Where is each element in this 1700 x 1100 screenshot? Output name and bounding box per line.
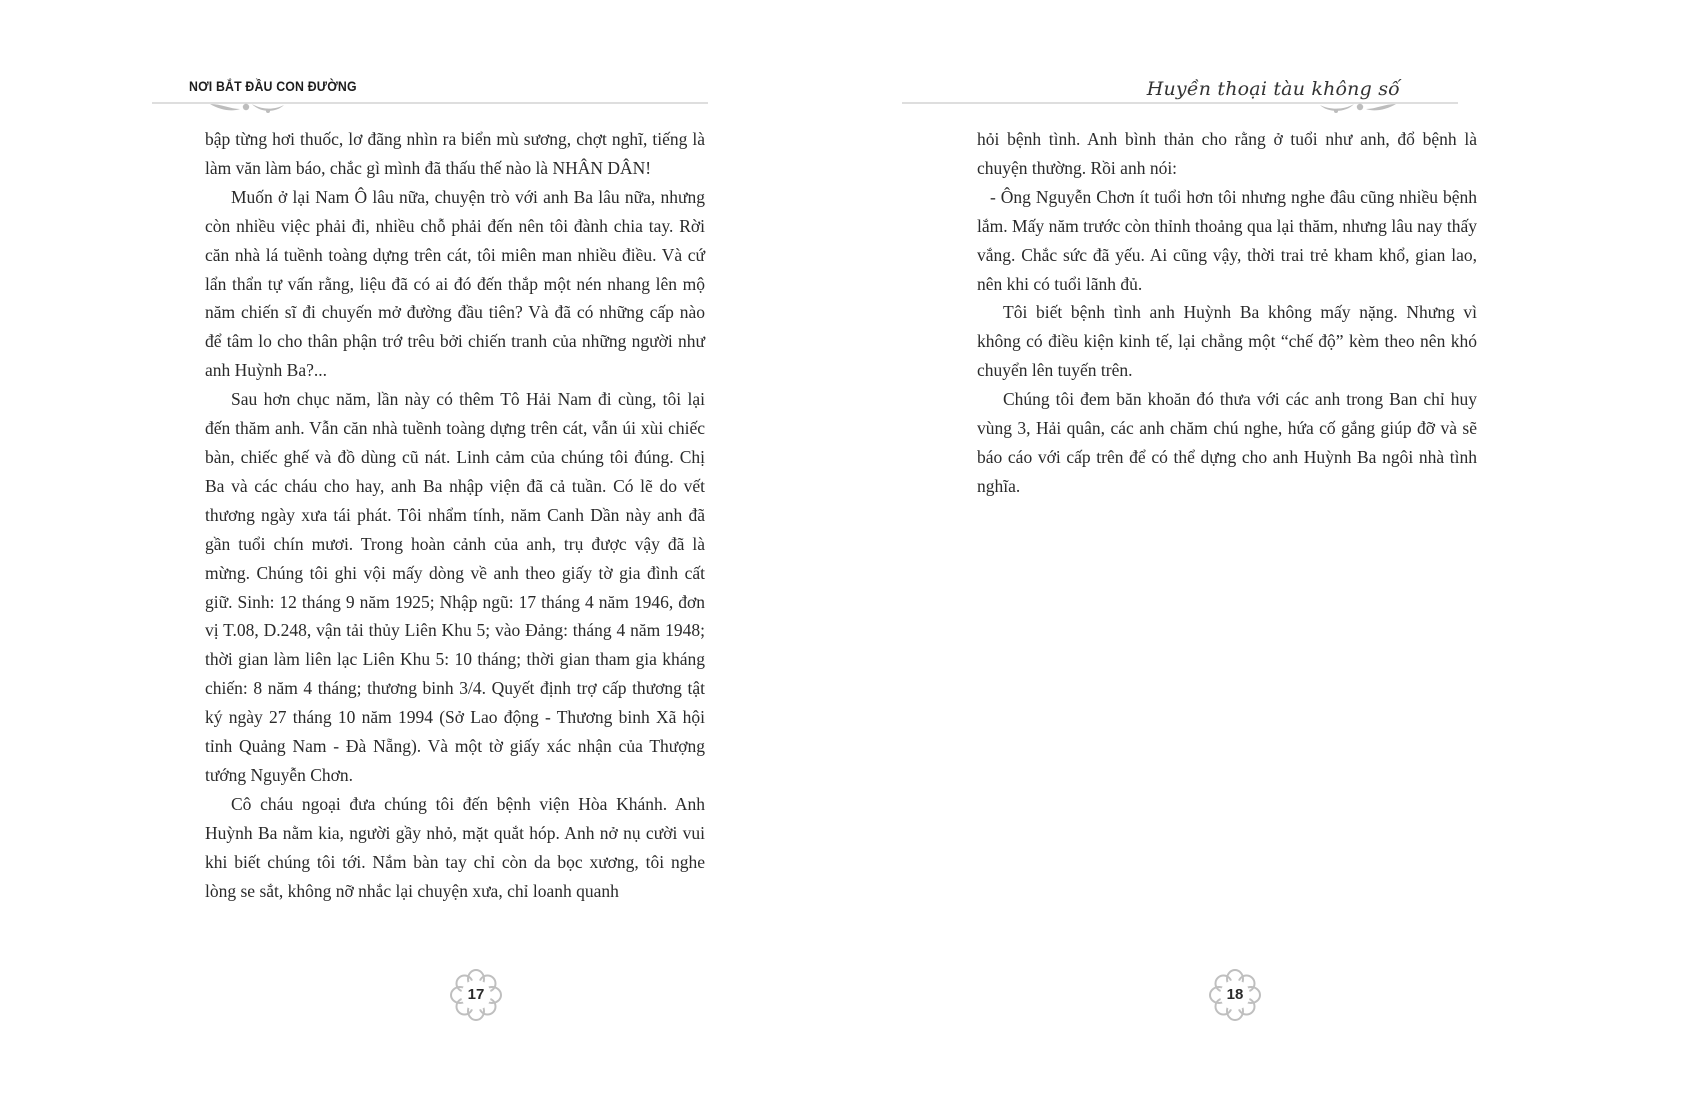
page-number-badge-left [449, 968, 503, 1022]
ornamental-rule-left [150, 98, 710, 116]
left-page-body [205, 125, 705, 905]
page-number: 18 [1226, 986, 1244, 1003]
paragraph: Cô cháu ngoại đưa chúng tôi đến bệnh viện Hòa Khánh. Anh Huỳnh Ba nằm kia, người gầy nhỏ, mặt quắt hóp. Anh nở nụ cười vui khi biết chúng tôi tới. Nắm bàn tay chỉ còn da bọc xương, tôi nghe lòng se sắt, không nỡ nhắc lại chuyện xưa, chỉ loanh quanh [205, 793, 705, 901]
paragraph: Tôi biết bệnh tình anh Huỳnh Ba không mấy nặng. Nhưng vì không có điều kiện kinh tế, lại chẳng một “chế độ” kèm theo nên khó chuyển lên tuyến trên. [977, 302, 1477, 381]
paragraph: hỏi bệnh tình. Anh bình thản cho rằng ở tuổi như anh, đổ bệnh là chuyện thường. Rồi anh nói: [977, 129, 1477, 178]
paragraph: bập từng hơi thuốc, lơ đãng nhìn ra biển mù sương, chợt nghĩ, tiếng là làm văn làm báo, chắc gì mình đã thấu thế nào là NHÂN DÂN! [205, 129, 705, 178]
dialogue-paragraph: - Ông Nguyễn Chơn ít tuổi hơn tôi nhưng nghe đâu cũng nhiều bệnh lắm. Mấy năm trước còn thỉnh thoảng qua lại thăm, nhưng lâu nay thấy vắng. Chắc sức đã yếu. Ai cũng vậy, thời trai trẻ kham khổ, gian lao, nên khi có tuổi lãnh đủ. [977, 186, 1477, 294]
running-head-left: NƠI BẮT ĐẦU CON ĐƯỜNG [189, 78, 357, 94]
paragraph: Chúng tôi đem băn khoăn đó thưa với các anh trong Ban chỉ huy vùng 3, Hải quân, các anh chăm chú nghe, hứa cố gắng giúp đỡ và sẽ báo cáo với cấp trên để có thể dựng cho anh Huỳnh Ba ngôi nhà tình nghĩa. [977, 389, 1477, 496]
paragraph: Sau hơn chục năm, lần này có thêm Tô Hải Nam đi cùng, tôi lại đến thăm anh. Vẫn căn nhà tuềnh toàng dựng trên cát, vẫn úi xùi chiếc bàn, chiếc ghế và đồ dùng cũ nát. Linh cảm của chúng tôi đúng. Chị Ba và các cháu cho hay, anh Ba nhập viện đã cả tuần. Có lẽ do vết thương ngày xưa tái phát. Tôi nhẩm tính, năm Canh Dần này anh đã gần tuổi chín mươi. Trong hoàn cảnh của anh, trụ được vậy đã là mừng. Chúng tôi ghi vội mấy dòng về anh theo giấy tờ gia đình cất giữ. Sinh: 12 tháng 9 năm 1925; Nhập ngũ: 17 tháng 4 năm 1946, đơn vị T.08, D.248, vận tải thủy Liên Khu 5; vào Đảng: tháng 4 năm 1948; thời gian làm liên lạc Liên Khu 5: 10 tháng; thời gian tham gia kháng chiến: 8 năm 4 tháng; thương binh 3/4. Quyết định trợ cấp thương tật ký ngày 27 tháng 10 năm 1994 (Sở Lao động - Thương binh Xã hội tỉnh Quảng Nam - Đà Nẵng). Và một tờ giấy xác nhận của Thượng tướng Nguyễn Chơn. [205, 389, 705, 785]
right-page-body [977, 125, 1477, 501]
ornamental-rule-right [900, 98, 1460, 116]
right-page [850, 0, 1700, 1100]
running-head-right: Huyền thoại tàu không số [1146, 78, 1400, 100]
paragraph: Muốn ở lại Nam Ô lâu nữa, chuyện trò với anh Ba lâu nữa, nhưng còn nhiều việc phải đi, nhiều chỗ phải đến nên tôi đành chia tay. Rời căn nhà lá tuềnh toàng dựng trên cát, tôi miên man nhiều điều. Và cứ lẩn thẩn tự vấn rằng, liệu đã có ai đó đến thắp một nén nhang lên mộ năm chiến sĩ đi chuyến mở đường đầu tiên? Và đã có những cấp nào để tâm lo cho thân phận trớ trêu bởi chiến tranh của những người như anh Huỳnh Ba?... [205, 186, 705, 381]
page-number: 17 [467, 986, 485, 1003]
page-number-badge-right [1208, 968, 1262, 1022]
